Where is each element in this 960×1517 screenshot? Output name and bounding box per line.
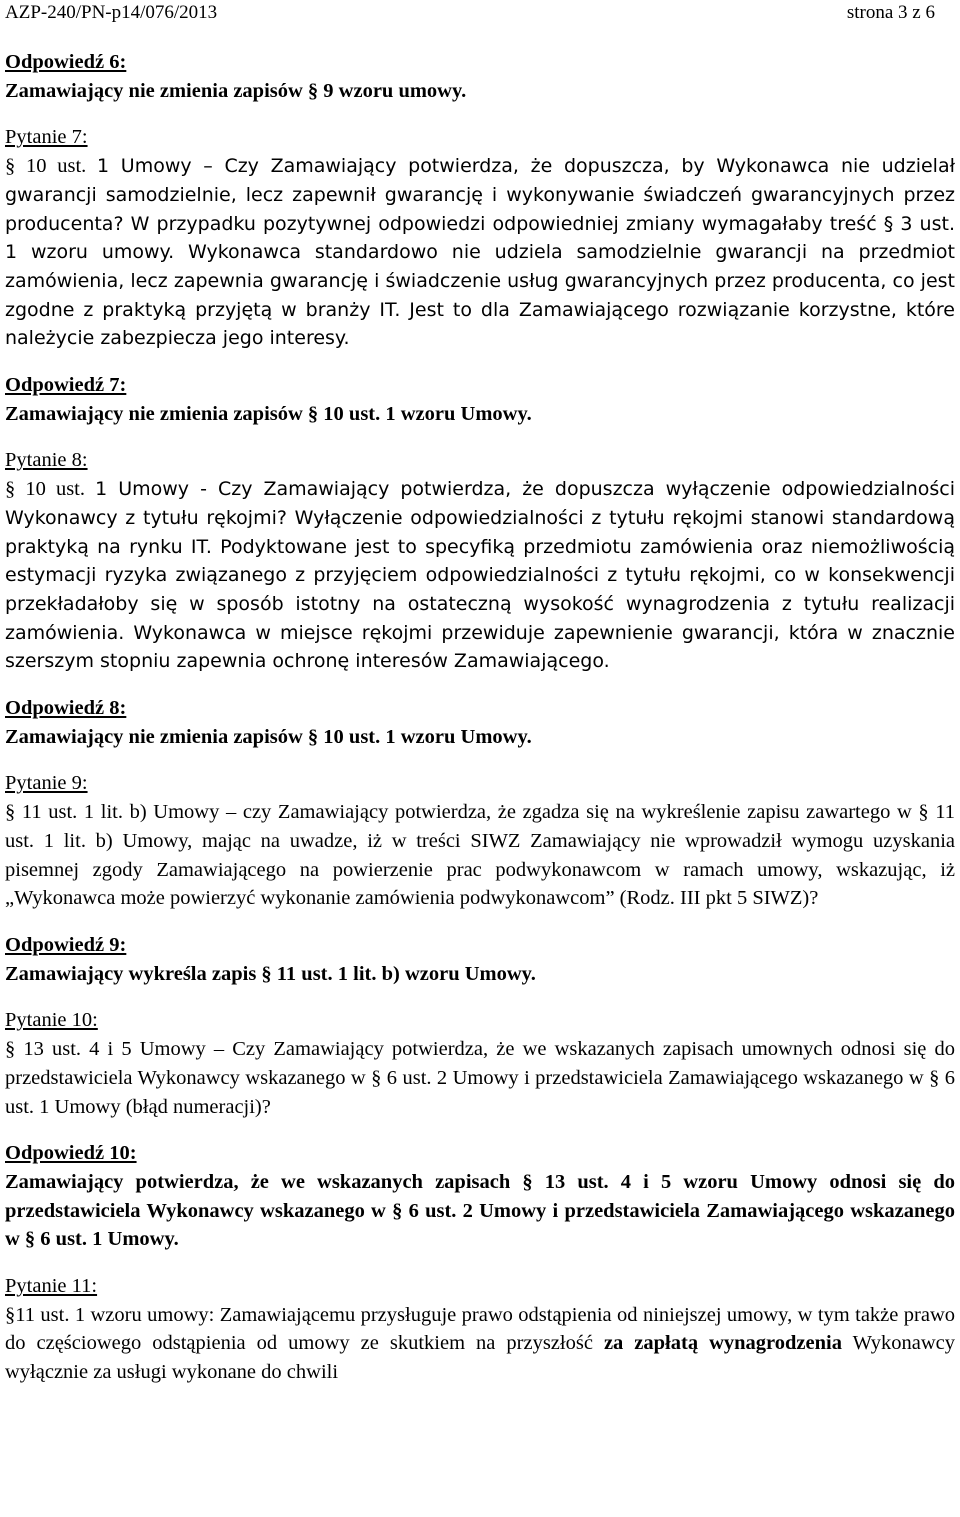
answer-6-text: Zamawiający nie zmienia zapisów § 9 wzoru umowy. — [5, 79, 467, 102]
question-7-text: § 10 ust. 1 Umowy – Czy Zamawiający potwierdza, że dopuszcza, by Wykonawca nie udzielał gwarancji samodzielnie, lecz zapewnił gwarancję i wykonywanie świadczeń gwarancyjnych przez producenta? W przypadku pozytywnej odpowiedzi odpowiedniej zmiany wymagałaby treść § 3 ust. 1 wzoru umowy. Wykonawca standardowo nie udziela samodzielnie gwarancji na przedmiot zamówienia, lecz zapewnia gwarancję i świadczenie usług gwarancyjnych przez producenta, co jest zgodne z praktyką przyjętą w branży IT. Jest to dla Zamawiającego rozwiązanie korzystne, które należycie zabezpiecza jego interesy. — [5, 155, 955, 350]
question-7-label: Pytanie 7: — [5, 126, 88, 149]
answer-10-label: Odpowiedź 10: — [5, 1142, 137, 1165]
answer-10-text: Zamawiający potwierdza, że we wskazanych zapisach § 13 ust. 4 i 5 wzoru Umowy odnosi się do przedstawiciela Wykonawcy wskazanego w § 6 ust. 2 Umowy i przedstawiciela Zamawiającego wskazanego w § 6 ust. 1 Umowy. — [5, 1170, 955, 1251]
question-9-text: § 11 ust. 1 lit. b) Umowy – czy Zamawiający potwierdza, że zgadza się na wykreślenie zapisu zawartego w § 11 ust. 1 lit. b) Umowy, mając na uwadze, iż w treści SIWZ Zamawiający nie wprowadził wymogu uzyskania pisemnej zgody Zamawiającego na powierzenie prac podwykonawcom w ramach umowy, wskazując, iż „Wykonawca może powierzyć wykonanie zamówienia podwykonawcom” (Rodz. III pkt 5 SIWZ)? — [5, 801, 955, 910]
answer-6-label: Odpowiedź 6: — [5, 51, 127, 73]
document-body — [5, 48, 955, 1387]
question-11-text: §11 ust. 1 wzoru umowy: Zamawiającemu przysługuje prawo odstąpienia od niniejszej umowy, w tym także prawo do częściowego odstąpienia od umowy ze skutkiem na przyszłość za zapłatą wynagrodzenia Wykonawcy wyłącznie za usługi wykonane do chwili — [5, 1303, 955, 1384]
answer-7-text: Zamawiający nie zmienia zapisów § 10 ust. 1 wzoru Umowy. — [5, 402, 532, 425]
question-9-label: Pytanie 9: — [5, 772, 88, 795]
question-10-label: Pytanie 10: — [5, 1009, 98, 1032]
question-8-label: Pytanie 8: — [5, 449, 88, 472]
question-11-label: Pytanie 11: — [5, 1275, 98, 1298]
answer-7-label: Odpowiedź 7: — [5, 374, 127, 397]
answer-8-label: Odpowiedź 8: — [5, 697, 127, 720]
page-header — [5, 0, 935, 26]
document-reference: AZP-240/PN-p14/076/2013 — [5, 2, 218, 23]
question-10-text: § 13 ust. 4 i 5 Umowy – Czy Zamawiający potwierdza, że we wskazanych zapisach umownych odnosi się do przedstawiciela Wykonawcy wskazanego w § 6 ust. 2 Umowy i przedstawiciela Zamawiającego wskazanego w § 6 ust. 1 Umowy (błąd numeracji)? — [5, 1038, 955, 1118]
answer-9-label: Odpowiedź 9: — [5, 933, 127, 956]
answer-8-text: Zamawiający nie zmienia zapisów § 10 ust. 1 wzoru Umowy. — [5, 725, 532, 748]
question-8-text: § 10 ust. 1 Umowy - Czy Zamawiający potwierdza, że dopuszcza wyłączenie odpowiedzialności Wykonawcy z tytułu rękojmi? Wyłączenie odpowiedzialności z tytułu rękojmi stanowi standardową praktyką na rynku IT. Podyktowane jest to specyfiką przedmiotu zamówienia oraz niemożliwością estymacji ryzyka związanego z przyjęciem odpowiedzialności z tytułu rękojmi, co w konsekwencji przekładałoby się w sposób istotny na ostateczną wysokość wynagrodzenia z tytułu realizacji zamówienia. Wykonawca w miejsce rękojmi przewiduje zapewnienie gwarancji, która w znacznie szerszym stopniu zapewnia ochronę interesów Zamawiającego. — [5, 478, 955, 673]
page-number: strona 3 z 6 — [846, 2, 935, 23]
answer-9-text: Zamawiający wykreśla zapis § 11 ust. 1 lit. b) wzoru Umowy. — [5, 962, 536, 985]
